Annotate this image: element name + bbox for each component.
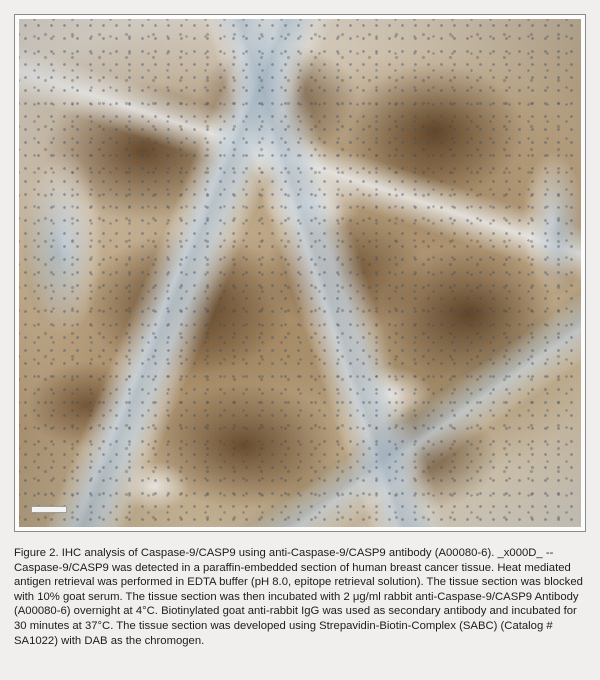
figure-caption: Figure 2. IHC analysis of Caspase-9/CASP9 using anti-Caspase-9/CASP9 antibody (A00080-6). _x000D_ -- Caspase-9/CASP9 was detected in a paraffin-embedded section of human breast cancer tissue. Heat mediated antigen retrieval was performed in EDTA buffer (pH 8.0, epitope retrieval solution). The tissue section was blocked with 10% goat serum. The tissue section was then incubated with 2 μg/ml rabbit anti-Caspase-9/CASP9 Antibody (A00080-6) overnight at 4°C. Biotinylated goat anti-rabbit IgG was used as secondary antibody and incubated for 30 minutes at 37°C. The tissue section was developed using Strepavidin-Biotin-Complex (SABC) (Catalog # SA1022) with DAB as the chromogen. [14,547,583,647]
ihc-micrograph-image [19,19,581,527]
vignette-layer [19,19,581,527]
scale-bar [31,506,67,513]
figure-image-frame [14,14,586,532]
